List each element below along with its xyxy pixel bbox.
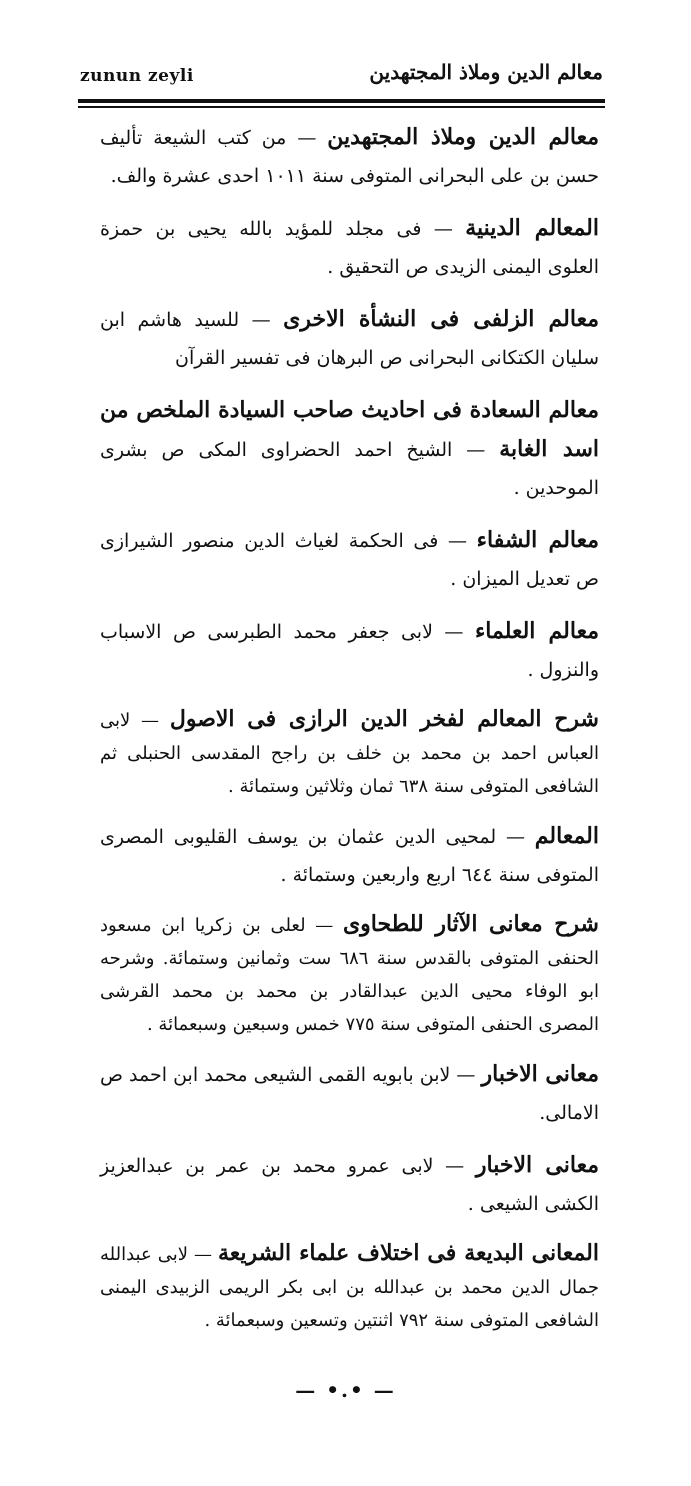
entry xyxy=(100,521,599,598)
entry xyxy=(100,209,599,286)
entry-title: معانى الاخبار xyxy=(481,1061,599,1087)
entry-body: — لابى العباس احمد بن محمد بن خلف بن راجح المقدسى الحنبلى ثم الشافعى المتوفى سنة ٦٣٨ ثمان وثلاثين وستمائة . xyxy=(100,710,599,797)
entry xyxy=(100,1146,599,1223)
entry-body: — لمحيى الدين عثمان بن يوسف القليوبى المصرى المتوفى سنة ٦٤٤ اربع واربعين وستمائة . xyxy=(100,826,599,886)
entry xyxy=(100,817,599,894)
entry-body: — لعلى بن زكريا ابن مسعود الحنفى المتوفى بالقدس سنة ٦٨٦ ست وثمانين وستمائة. وشرحه ابو الوفاء محيى الدين عبدالقادر بن محمد بن محمد القرشى المصرى الحنفى المتوفى سنة ٧٧٥ خمس وسبعين وسبعمائة . xyxy=(100,915,599,1035)
entry-title: معانى الاخبار xyxy=(475,1152,599,1178)
entry-title: شرح المعالم لفخر الدين الرازى فى الاصول xyxy=(169,706,599,732)
entry xyxy=(100,703,599,803)
entry-body: — الشيخ احمد الحضراوى المكى ص بشرى الموحدين . xyxy=(100,439,599,499)
entry xyxy=(100,391,599,507)
entry-body: — فى الحكمة لغياث الدين منصور الشيرازى ص تعديل الميزان . xyxy=(100,530,599,590)
entry-title: المعالم الدينية xyxy=(465,215,599,241)
entry-title: معالم السعادة فى احاديث صاحب السيادة الملخص من اسد الغابة xyxy=(100,397,599,462)
entry-title: معالم الدين وملاذ المجتهدين xyxy=(327,124,600,150)
header-rule-thick xyxy=(78,99,605,103)
entry-body: — لابى جعفر محمد الطبرسى ص الاسباب والنزول . xyxy=(100,621,599,681)
entry-body: — فى مجلد للمؤيد بالله يحيى بن حمزة العلوى اليمنى الزيدى ص التحقيق . xyxy=(100,218,599,278)
entry-body: — لابى عبدالله جمال الدين محمد بن عبدالله بن ابى بكر الريمى الزبيدى اليمنى الشافعى المتوفى سنة ٧٩٢ اثنتين وتسعين وسبعمائة . xyxy=(100,1244,599,1331)
entry xyxy=(100,908,599,1041)
entry xyxy=(100,612,599,689)
running-head-left: zunun zeyli xyxy=(80,66,194,86)
entry-body: — للسيد هاشم ابن سليان الكتكانى البحرانى ص البرهان فى تفسير القرآن xyxy=(100,309,599,369)
page-body xyxy=(100,118,599,1351)
entry-title: المعانى البديعة فى اختلاف علماء الشريعة xyxy=(218,1240,599,1266)
entry-title: معالم الشفاء xyxy=(476,527,599,553)
entry xyxy=(100,300,599,377)
entry-body: — لابن بابويه القمى الشيعى محمد ابن احمد ص الامالى. xyxy=(100,1064,599,1124)
entry-title: معالم العلماء xyxy=(474,618,599,644)
running-head-right: معالم الدين وملاذ المجتهدين xyxy=(369,60,603,84)
entry-body: — لابى عمرو محمد بن عمر بن عبدالعزيز الكشى الشيعى . xyxy=(100,1155,599,1215)
entry-title: معالم الزلفى فى النشأة الاخرى xyxy=(283,306,599,332)
header-rule-thin xyxy=(78,106,605,108)
entry-title: شرح معانى الآثار للطحاوى xyxy=(342,911,599,937)
entry xyxy=(100,118,599,195)
entry xyxy=(100,1055,599,1132)
end-ornament: — •.• — xyxy=(295,1378,396,1402)
entry xyxy=(100,1237,599,1337)
page-header xyxy=(80,58,603,98)
entry-body: — من كتب الشيعة تأليف حسن بن على البحرانى المتوفى سنة ١٠١١ احدى عشرة والف. xyxy=(100,127,599,187)
entry-title: المعالم xyxy=(534,823,599,849)
